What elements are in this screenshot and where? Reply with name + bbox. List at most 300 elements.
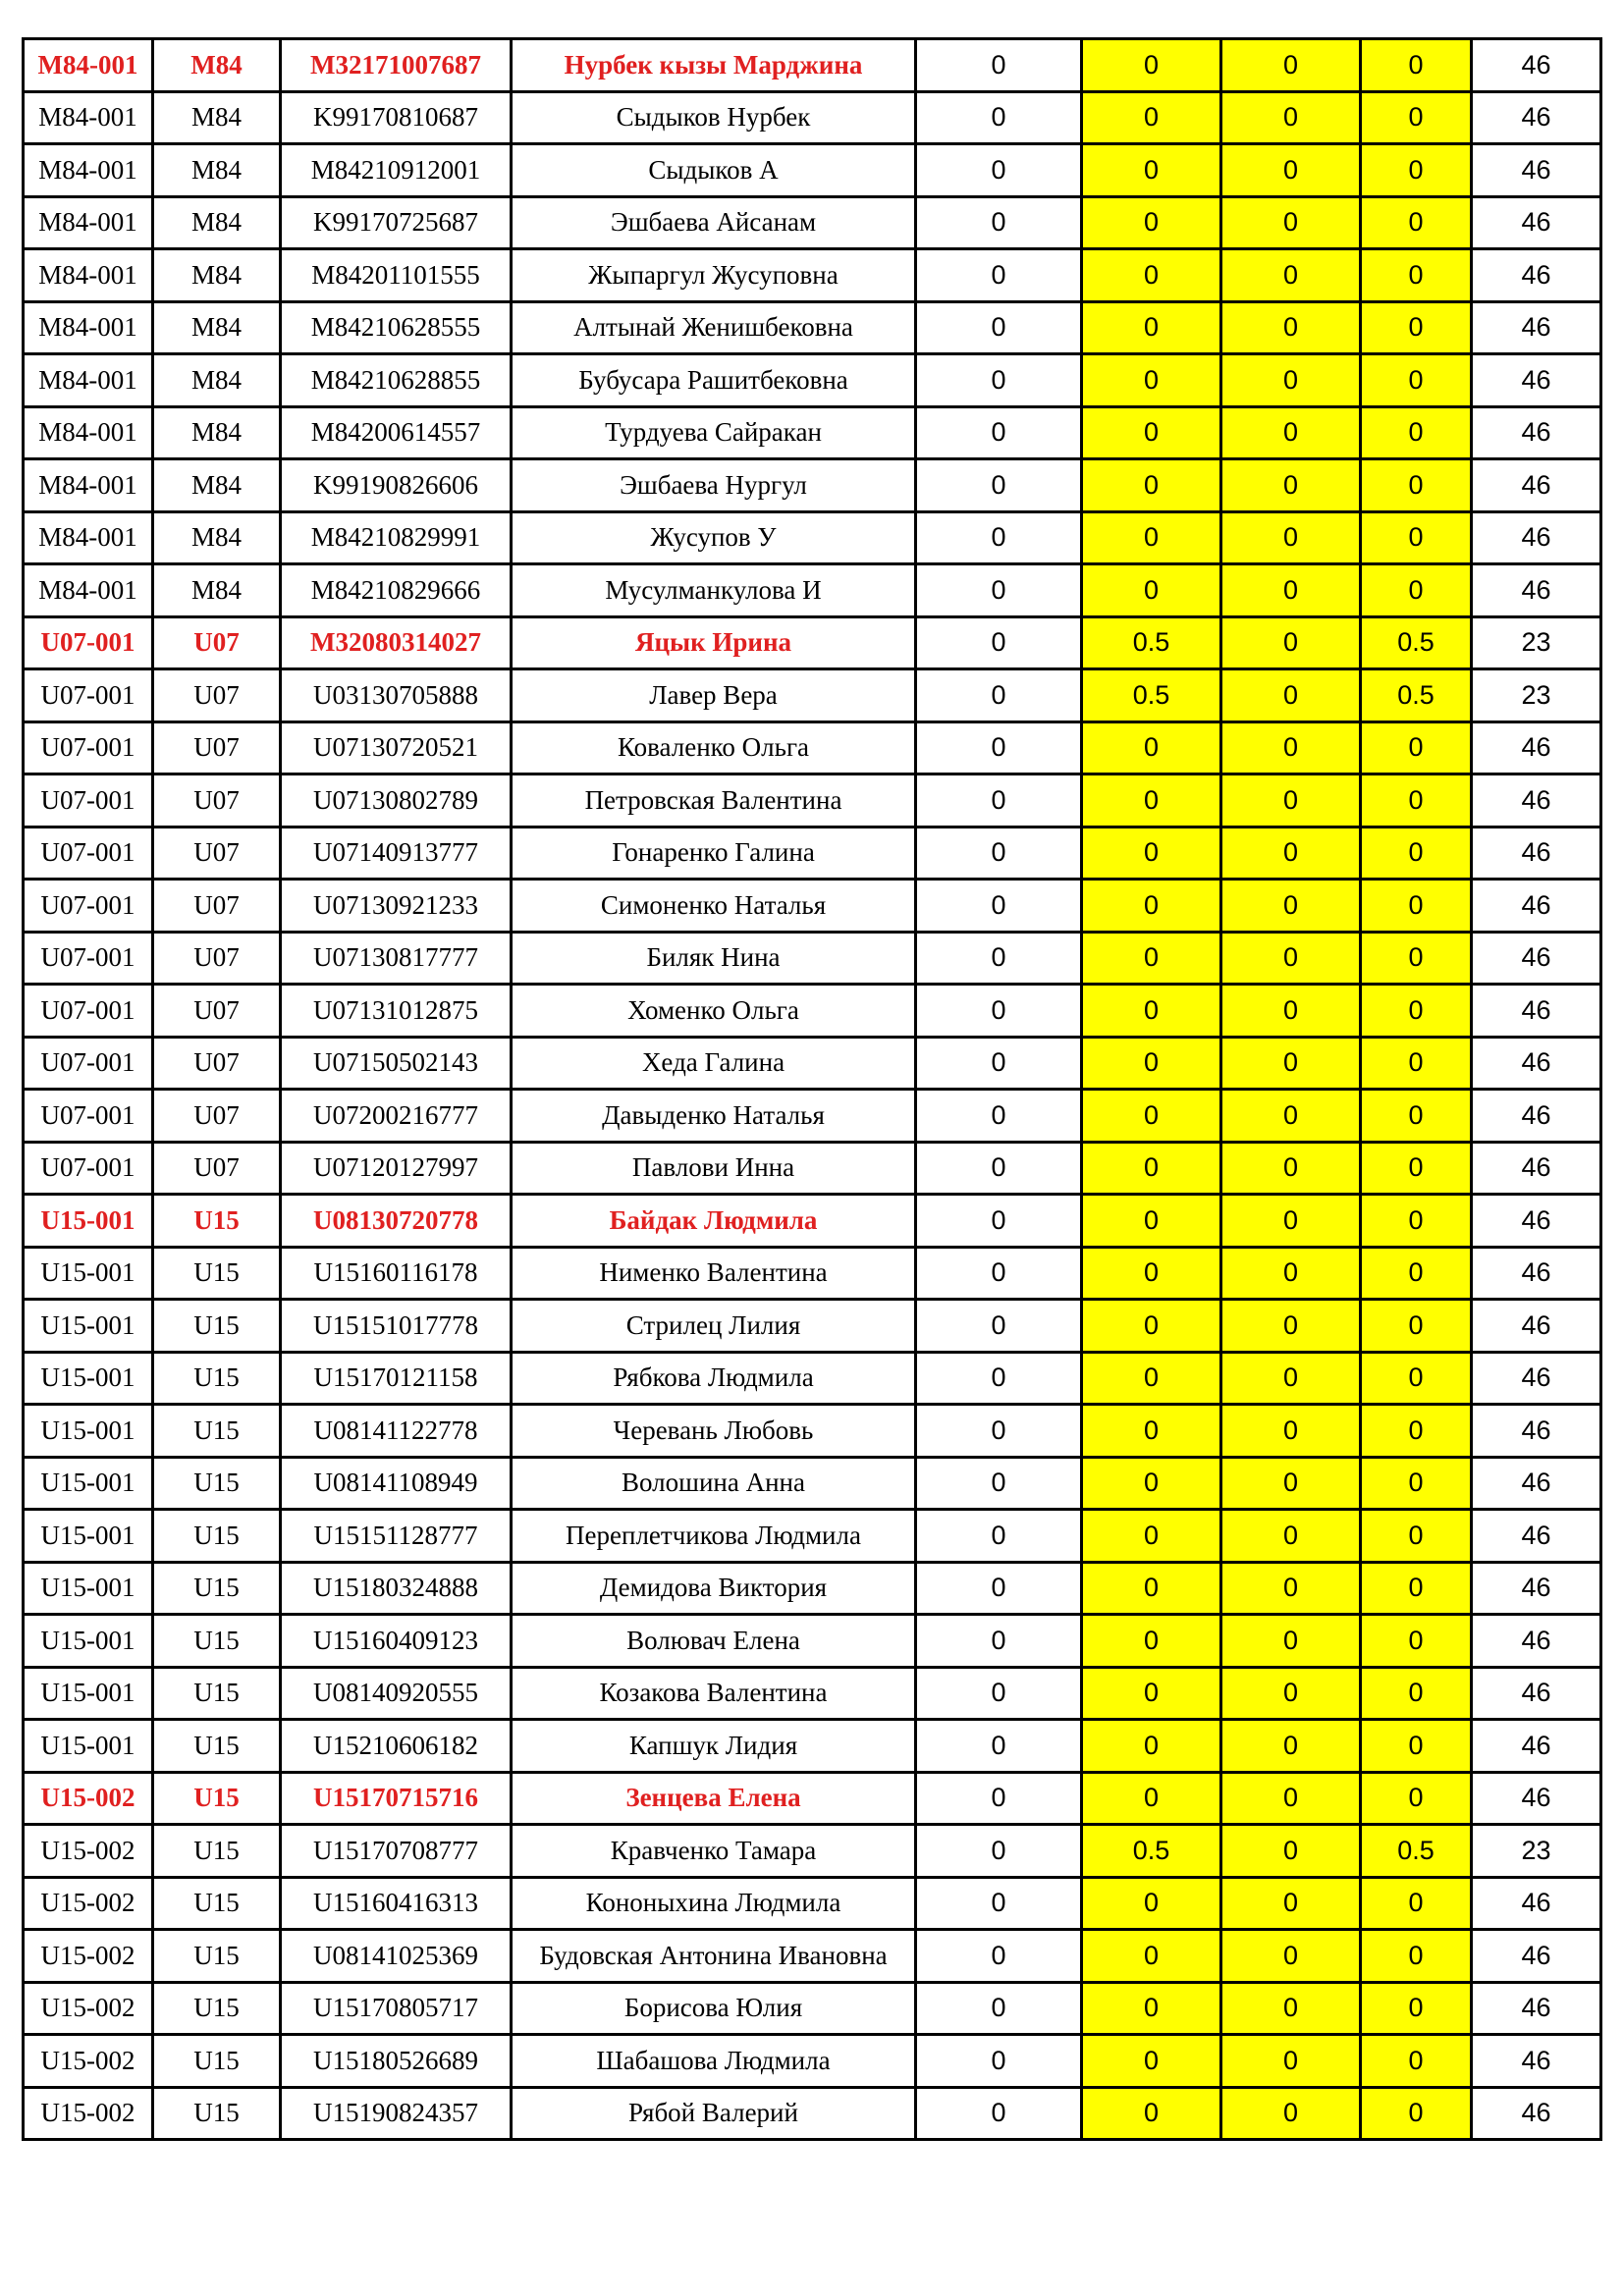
- value-3-cell: 0: [1221, 1667, 1361, 1720]
- total-cell: 46: [1472, 1930, 1601, 1983]
- value-3-cell: 0: [1221, 1982, 1361, 2035]
- member-id-cell: M32171007687: [281, 39, 512, 92]
- value-2-cell: 0: [1082, 354, 1221, 407]
- table-row: [24, 301, 1601, 354]
- value-4-cell: 0: [1361, 1247, 1472, 1300]
- group-code-cell: U07-001: [24, 985, 153, 1038]
- value-1-cell: 0: [916, 1720, 1082, 1773]
- value-3-cell: 0: [1221, 880, 1361, 933]
- table-row: [24, 406, 1601, 459]
- member-name-cell: Хоменко Ольга: [512, 985, 916, 1038]
- value-3-cell: 0: [1221, 1247, 1361, 1300]
- region-code-cell: M84: [153, 39, 281, 92]
- member-id-cell: U15160116178: [281, 1247, 512, 1300]
- member-id-cell: U15210606182: [281, 1720, 512, 1773]
- value-1-cell: 0: [916, 1615, 1082, 1668]
- value-1-cell: 0: [916, 721, 1082, 774]
- total-cell: 46: [1472, 406, 1601, 459]
- member-id-cell: U15170121158: [281, 1352, 512, 1405]
- value-2-cell: 0: [1082, 932, 1221, 985]
- value-3-cell: 0: [1221, 39, 1361, 92]
- region-code-cell: U15: [153, 1300, 281, 1353]
- total-cell: 46: [1472, 1720, 1601, 1773]
- table-row: [24, 1825, 1601, 1878]
- value-4-cell: 0: [1361, 1772, 1472, 1825]
- value-1-cell: 0: [916, 880, 1082, 933]
- value-1-cell: 0: [916, 1510, 1082, 1563]
- value-2-cell: 0: [1082, 985, 1221, 1038]
- value-1-cell: 0: [916, 354, 1082, 407]
- value-3-cell: 0: [1221, 249, 1361, 302]
- member-name-cell: Турдуева Сайракан: [512, 406, 916, 459]
- member-id-cell: M84210912001: [281, 144, 512, 197]
- region-code-cell: U07: [153, 932, 281, 985]
- member-name-cell: Зенцева Елена: [512, 1772, 916, 1825]
- value-1-cell: 0: [916, 249, 1082, 302]
- value-3-cell: 0: [1221, 406, 1361, 459]
- value-3-cell: 0: [1221, 1300, 1361, 1353]
- member-id-cell: U15170805717: [281, 1982, 512, 2035]
- region-code-cell: U07: [153, 774, 281, 828]
- value-1-cell: 0: [916, 1142, 1082, 1195]
- value-1-cell: 0: [916, 459, 1082, 512]
- total-cell: 46: [1472, 1247, 1601, 1300]
- value-3-cell: 0: [1221, 1877, 1361, 1930]
- member-name-cell: Симоненко Наталья: [512, 880, 916, 933]
- region-code-cell: U07: [153, 669, 281, 722]
- member-name-cell: Демидова Виктория: [512, 1562, 916, 1615]
- value-4-cell: 0: [1361, 880, 1472, 933]
- total-cell: 46: [1472, 774, 1601, 828]
- value-4-cell: 0: [1361, 2087, 1472, 2140]
- group-code-cell: M84-001: [24, 39, 153, 92]
- group-code-cell: U15-001: [24, 1615, 153, 1668]
- group-code-cell: U15-001: [24, 1457, 153, 1510]
- value-1-cell: 0: [916, 1090, 1082, 1143]
- value-4-cell: 0: [1361, 91, 1472, 144]
- total-cell: 46: [1472, 1142, 1601, 1195]
- group-code-cell: U07-001: [24, 827, 153, 880]
- total-cell: 46: [1472, 985, 1601, 1038]
- member-name-cell: Рябой Валерий: [512, 2087, 916, 2140]
- value-3-cell: 0: [1221, 459, 1361, 512]
- member-id-cell: U07130817777: [281, 932, 512, 985]
- value-4-cell: 0: [1361, 1720, 1472, 1773]
- member-id-cell: U07140913777: [281, 827, 512, 880]
- region-code-cell: U15: [153, 1982, 281, 2035]
- total-cell: 46: [1472, 301, 1601, 354]
- member-name-cell: Хеда Галина: [512, 1037, 916, 1090]
- table-row: [24, 354, 1601, 407]
- group-code-cell: M84-001: [24, 301, 153, 354]
- member-id-cell: U03130705888: [281, 669, 512, 722]
- value-3-cell: 0: [1221, 932, 1361, 985]
- value-2-cell: 0: [1082, 1457, 1221, 1510]
- total-cell: 23: [1472, 669, 1601, 722]
- value-4-cell: 0: [1361, 1090, 1472, 1143]
- value-4-cell: 0: [1361, 1877, 1472, 1930]
- member-id-cell: U07200216777: [281, 1090, 512, 1143]
- member-name-cell: Бубусара Рашитбековна: [512, 354, 916, 407]
- value-4-cell: 0: [1361, 1562, 1472, 1615]
- region-code-cell: M84: [153, 354, 281, 407]
- group-code-cell: U15-002: [24, 1825, 153, 1878]
- value-2-cell: 0: [1082, 511, 1221, 564]
- value-3-cell: 0: [1221, 1720, 1361, 1773]
- value-2-cell: 0: [1082, 1195, 1221, 1248]
- member-name-cell: Байдак Людмила: [512, 1195, 916, 1248]
- value-1-cell: 0: [916, 1825, 1082, 1878]
- value-3-cell: 0: [1221, 669, 1361, 722]
- value-2-cell: 0: [1082, 1300, 1221, 1353]
- member-name-cell: Жусупов У: [512, 511, 916, 564]
- member-id-cell: M84201101555: [281, 249, 512, 302]
- total-cell: 46: [1472, 1352, 1601, 1405]
- member-name-cell: Кравченко Тамара: [512, 1825, 916, 1878]
- group-code-cell: U07-001: [24, 1037, 153, 1090]
- value-4-cell: 0: [1361, 301, 1472, 354]
- value-2-cell: 0: [1082, 301, 1221, 354]
- value-4-cell: 0: [1361, 827, 1472, 880]
- value-3-cell: 0: [1221, 1457, 1361, 1510]
- value-3-cell: 0: [1221, 511, 1361, 564]
- member-id-cell: U07150502143: [281, 1037, 512, 1090]
- value-2-cell: 0: [1082, 1247, 1221, 1300]
- value-4-cell: 0: [1361, 1667, 1472, 1720]
- value-1-cell: 0: [916, 1037, 1082, 1090]
- member-id-cell: U08141108949: [281, 1457, 512, 1510]
- member-name-cell: Яцык Ирина: [512, 616, 916, 669]
- value-4-cell: 0: [1361, 1982, 1472, 2035]
- value-2-cell: 0.5: [1082, 1825, 1221, 1878]
- value-3-cell: 0: [1221, 1142, 1361, 1195]
- member-name-cell: Жыпаргул Жусуповна: [512, 249, 916, 302]
- member-id-cell: U07130921233: [281, 880, 512, 933]
- group-code-cell: U15-002: [24, 2035, 153, 2088]
- table-row: [24, 1510, 1601, 1563]
- region-code-cell: M84: [153, 459, 281, 512]
- table-row: [24, 1667, 1601, 1720]
- total-cell: 46: [1472, 1562, 1601, 1615]
- member-id-cell: K99190826606: [281, 459, 512, 512]
- value-2-cell: 0: [1082, 1615, 1221, 1668]
- group-code-cell: U07-001: [24, 932, 153, 985]
- member-name-cell: Капшук Лидия: [512, 1720, 916, 1773]
- total-cell: 46: [1472, 721, 1601, 774]
- table-row: [24, 459, 1601, 512]
- table-row: [24, 1772, 1601, 1825]
- group-code-cell: M84-001: [24, 91, 153, 144]
- total-cell: 46: [1472, 249, 1601, 302]
- value-1-cell: 0: [916, 301, 1082, 354]
- group-code-cell: U15-001: [24, 1405, 153, 1458]
- value-1-cell: 0: [916, 1877, 1082, 1930]
- value-2-cell: 0: [1082, 1090, 1221, 1143]
- table-row: [24, 1982, 1601, 2035]
- member-name-cell: Сыдыков Нурбек: [512, 91, 916, 144]
- table-row: [24, 880, 1601, 933]
- region-code-cell: M84: [153, 301, 281, 354]
- value-3-cell: 0: [1221, 1615, 1361, 1668]
- value-3-cell: 0: [1221, 1562, 1361, 1615]
- total-cell: 46: [1472, 932, 1601, 985]
- region-code-cell: M84: [153, 144, 281, 197]
- value-3-cell: 0: [1221, 91, 1361, 144]
- value-1-cell: 0: [916, 406, 1082, 459]
- table-row: [24, 1405, 1601, 1458]
- region-code-cell: U15: [153, 1825, 281, 1878]
- value-1-cell: 0: [916, 932, 1082, 985]
- table-row: [24, 1247, 1601, 1300]
- region-code-cell: U15: [153, 1877, 281, 1930]
- value-4-cell: 0: [1361, 511, 1472, 564]
- value-1-cell: 0: [916, 1772, 1082, 1825]
- member-name-cell: Кононыхина Людмила: [512, 1877, 916, 1930]
- member-id-cell: U08141122778: [281, 1405, 512, 1458]
- value-3-cell: 0: [1221, 1930, 1361, 1983]
- data-table: [22, 37, 1602, 2141]
- total-cell: 46: [1472, 827, 1601, 880]
- member-id-cell: U08140920555: [281, 1667, 512, 1720]
- region-code-cell: U15: [153, 1457, 281, 1510]
- value-2-cell: 0: [1082, 564, 1221, 617]
- member-name-cell: Козакова Валентина: [512, 1667, 916, 1720]
- member-name-cell: Лавер Вера: [512, 669, 916, 722]
- total-cell: 46: [1472, 144, 1601, 197]
- group-code-cell: M84-001: [24, 196, 153, 249]
- region-code-cell: U15: [153, 1615, 281, 1668]
- table-row: [24, 564, 1601, 617]
- member-id-cell: U15160416313: [281, 1877, 512, 1930]
- group-code-cell: U07-001: [24, 616, 153, 669]
- member-name-cell: Петровская Валентина: [512, 774, 916, 828]
- member-name-cell: Волювач Елена: [512, 1615, 916, 1668]
- value-3-cell: 0: [1221, 1090, 1361, 1143]
- value-1-cell: 0: [916, 1982, 1082, 2035]
- region-code-cell: U15: [153, 1720, 281, 1773]
- value-4-cell: 0: [1361, 774, 1472, 828]
- value-4-cell: 0: [1361, 249, 1472, 302]
- group-code-cell: M84-001: [24, 144, 153, 197]
- value-4-cell: 0: [1361, 1405, 1472, 1458]
- region-code-cell: U07: [153, 1090, 281, 1143]
- region-code-cell: U07: [153, 985, 281, 1038]
- region-code-cell: M84: [153, 91, 281, 144]
- value-4-cell: 0: [1361, 932, 1472, 985]
- value-4-cell: 0: [1361, 1037, 1472, 1090]
- group-code-cell: U15-002: [24, 1877, 153, 1930]
- value-4-cell: 0: [1361, 1930, 1472, 1983]
- value-3-cell: 0: [1221, 1037, 1361, 1090]
- value-4-cell: 0: [1361, 1142, 1472, 1195]
- value-2-cell: 0: [1082, 1930, 1221, 1983]
- region-code-cell: U15: [153, 2035, 281, 2088]
- value-2-cell: 0: [1082, 39, 1221, 92]
- group-code-cell: U15-001: [24, 1667, 153, 1720]
- value-1-cell: 0: [916, 1667, 1082, 1720]
- region-code-cell: U15: [153, 1510, 281, 1563]
- total-cell: 46: [1472, 1615, 1601, 1668]
- total-cell: 46: [1472, 1772, 1601, 1825]
- value-3-cell: 0: [1221, 2087, 1361, 2140]
- region-code-cell: U07: [153, 616, 281, 669]
- value-3-cell: 0: [1221, 1772, 1361, 1825]
- total-cell: 46: [1472, 91, 1601, 144]
- total-cell: 46: [1472, 1405, 1601, 1458]
- member-name-cell: Волошина Анна: [512, 1457, 916, 1510]
- member-id-cell: K99170810687: [281, 91, 512, 144]
- value-4-cell: 0: [1361, 1195, 1472, 1248]
- region-code-cell: U07: [153, 721, 281, 774]
- value-3-cell: 0: [1221, 721, 1361, 774]
- table-row: [24, 1615, 1601, 1668]
- table-row: [24, 616, 1601, 669]
- value-1-cell: 0: [916, 616, 1082, 669]
- member-id-cell: U08130720778: [281, 1195, 512, 1248]
- value-1-cell: 0: [916, 2087, 1082, 2140]
- value-2-cell: 0: [1082, 1352, 1221, 1405]
- value-2-cell: 0: [1082, 406, 1221, 459]
- region-code-cell: U15: [153, 1247, 281, 1300]
- value-1-cell: 0: [916, 827, 1082, 880]
- member-id-cell: M84210628555: [281, 301, 512, 354]
- member-name-cell: Нименко Валентина: [512, 1247, 916, 1300]
- member-name-cell: Будовская Антонина Ивановна: [512, 1930, 916, 1983]
- value-4-cell: 0: [1361, 1510, 1472, 1563]
- value-4-cell: 0: [1361, 2035, 1472, 2088]
- total-cell: 46: [1472, 2035, 1601, 2088]
- table-row: [24, 1090, 1601, 1143]
- value-3-cell: 0: [1221, 2035, 1361, 2088]
- member-name-cell: Стрилец Лилия: [512, 1300, 916, 1353]
- value-3-cell: 0: [1221, 827, 1361, 880]
- total-cell: 46: [1472, 354, 1601, 407]
- value-1-cell: 0: [916, 511, 1082, 564]
- member-id-cell: U15180324888: [281, 1562, 512, 1615]
- member-id-cell: U15151017778: [281, 1300, 512, 1353]
- group-code-cell: U07-001: [24, 1090, 153, 1143]
- member-id-cell: U15190824357: [281, 2087, 512, 2140]
- member-id-cell: M84210829991: [281, 511, 512, 564]
- total-cell: 46: [1472, 1300, 1601, 1353]
- total-cell: 46: [1472, 1877, 1601, 1930]
- group-code-cell: U15-002: [24, 1772, 153, 1825]
- member-name-cell: Черевань Любовь: [512, 1405, 916, 1458]
- value-3-cell: 0: [1221, 985, 1361, 1038]
- member-id-cell: U15160409123: [281, 1615, 512, 1668]
- value-2-cell: 0.5: [1082, 616, 1221, 669]
- group-code-cell: U15-001: [24, 1562, 153, 1615]
- value-2-cell: 0: [1082, 249, 1221, 302]
- total-cell: 46: [1472, 564, 1601, 617]
- member-id-cell: U08141025369: [281, 1930, 512, 1983]
- total-cell: 46: [1472, 1510, 1601, 1563]
- member-name-cell: Рябкова Людмила: [512, 1352, 916, 1405]
- member-name-cell: Эшбаева Айсанам: [512, 196, 916, 249]
- group-code-cell: M84-001: [24, 406, 153, 459]
- value-1-cell: 0: [916, 1247, 1082, 1300]
- value-1-cell: 0: [916, 1352, 1082, 1405]
- table-row: [24, 1037, 1601, 1090]
- table-row: [24, 985, 1601, 1038]
- total-cell: 46: [1472, 39, 1601, 92]
- table-row: [24, 249, 1601, 302]
- total-cell: 46: [1472, 1090, 1601, 1143]
- region-code-cell: M84: [153, 406, 281, 459]
- value-3-cell: 0: [1221, 144, 1361, 197]
- value-4-cell: 0: [1361, 196, 1472, 249]
- group-code-cell: U07-001: [24, 721, 153, 774]
- value-2-cell: 0: [1082, 1720, 1221, 1773]
- value-2-cell: 0: [1082, 196, 1221, 249]
- total-cell: 23: [1472, 616, 1601, 669]
- value-2-cell: 0: [1082, 1562, 1221, 1615]
- member-name-cell: Эшбаева Нургул: [512, 459, 916, 512]
- member-id-cell: U07131012875: [281, 985, 512, 1038]
- member-name-cell: Сыдыков А: [512, 144, 916, 197]
- value-1-cell: 0: [916, 144, 1082, 197]
- region-code-cell: U15: [153, 1667, 281, 1720]
- group-code-cell: U15-001: [24, 1352, 153, 1405]
- table-row: [24, 144, 1601, 197]
- total-cell: 46: [1472, 1982, 1601, 2035]
- table-row: [24, 196, 1601, 249]
- member-name-cell: Алтынай Женишбековна: [512, 301, 916, 354]
- value-2-cell: 0: [1082, 721, 1221, 774]
- group-code-cell: U15-002: [24, 1982, 153, 2035]
- group-code-cell: U15-002: [24, 2087, 153, 2140]
- value-2-cell: 0: [1082, 774, 1221, 828]
- group-code-cell: M84-001: [24, 249, 153, 302]
- member-name-cell: Гонаренко Галина: [512, 827, 916, 880]
- total-cell: 23: [1472, 1825, 1601, 1878]
- member-name-cell: Биляк Нина: [512, 932, 916, 985]
- value-1-cell: 0: [916, 774, 1082, 828]
- member-id-cell: U15170708777: [281, 1825, 512, 1878]
- value-4-cell: 0: [1361, 354, 1472, 407]
- total-cell: 46: [1472, 880, 1601, 933]
- total-cell: 46: [1472, 1195, 1601, 1248]
- group-code-cell: M84-001: [24, 459, 153, 512]
- member-name-cell: Коваленко Ольга: [512, 721, 916, 774]
- value-1-cell: 0: [916, 669, 1082, 722]
- value-3-cell: 0: [1221, 1510, 1361, 1563]
- group-code-cell: U15-001: [24, 1720, 153, 1773]
- region-code-cell: U15: [153, 1930, 281, 1983]
- member-id-cell: U07130720521: [281, 721, 512, 774]
- value-3-cell: 0: [1221, 301, 1361, 354]
- value-3-cell: 0: [1221, 1405, 1361, 1458]
- table-row: [24, 1195, 1601, 1248]
- value-1-cell: 0: [916, 1195, 1082, 1248]
- value-2-cell: 0: [1082, 1037, 1221, 1090]
- value-4-cell: 0.5: [1361, 616, 1472, 669]
- value-4-cell: 0: [1361, 721, 1472, 774]
- group-code-cell: U15-002: [24, 1930, 153, 1983]
- value-1-cell: 0: [916, 91, 1082, 144]
- value-4-cell: 0: [1361, 1457, 1472, 1510]
- value-2-cell: 0: [1082, 1142, 1221, 1195]
- value-2-cell: 0: [1082, 1877, 1221, 1930]
- value-2-cell: 0: [1082, 1667, 1221, 1720]
- value-4-cell: 0: [1361, 564, 1472, 617]
- region-code-cell: U15: [153, 2087, 281, 2140]
- value-2-cell: 0: [1082, 827, 1221, 880]
- table-row: [24, 1930, 1601, 1983]
- table-row: [24, 2035, 1601, 2088]
- value-4-cell: 0: [1361, 1300, 1472, 1353]
- group-code-cell: U15-001: [24, 1300, 153, 1353]
